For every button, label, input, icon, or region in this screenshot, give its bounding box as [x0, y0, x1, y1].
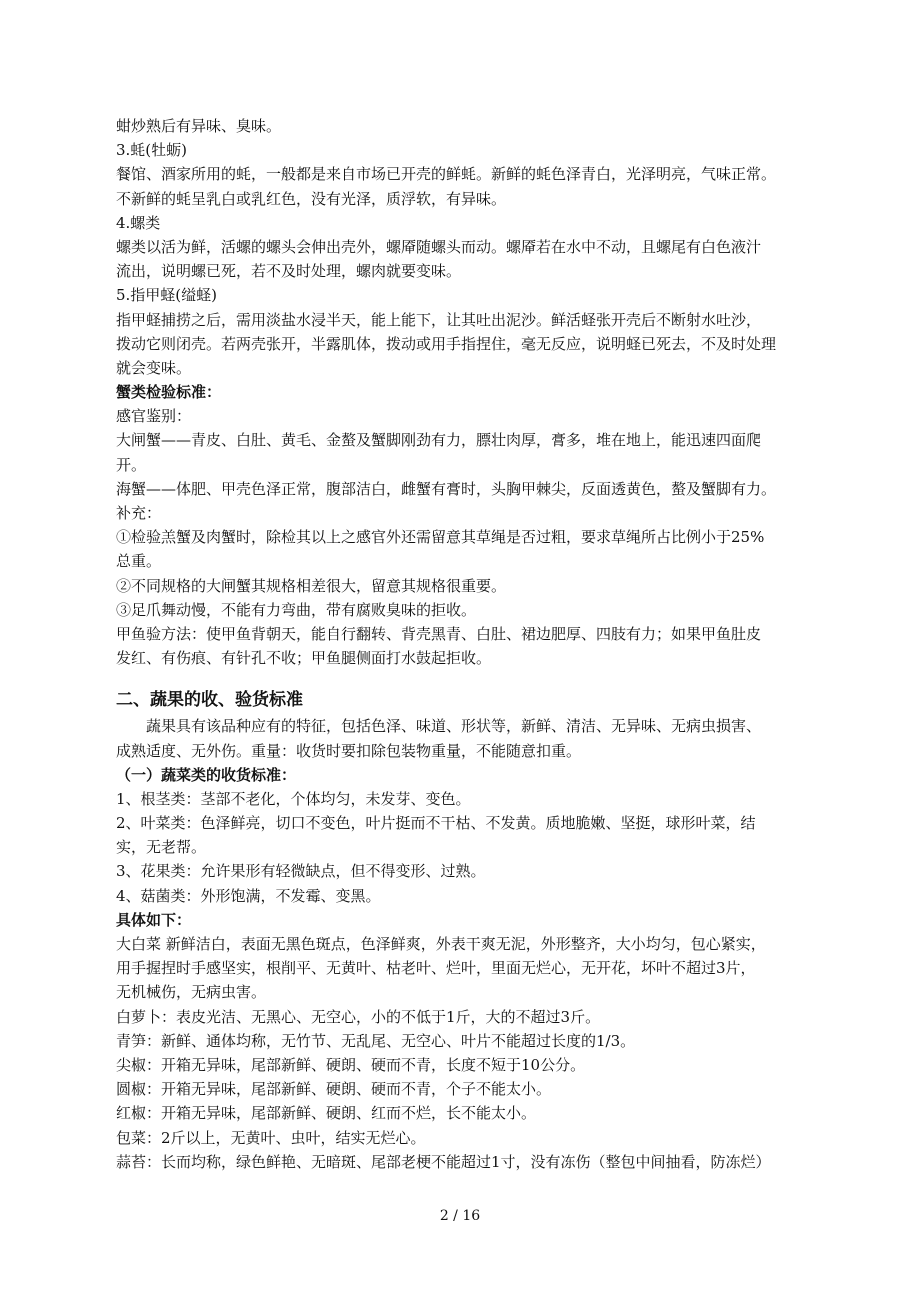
text-line: 大白菜 新鲜洁白，表面无黑色斑点，色泽鲜爽，外表干爽无泥，外形整齐，大小均匀，包心紧实，	[116, 935, 766, 953]
page-content	[116, 114, 822, 1174]
text-line: 总重。	[116, 552, 162, 571]
text-line: 不新鲜的蚝呈乳白或乳红色，没有光泽，质浮软，有异味。	[116, 189, 507, 208]
section-title: 二、蔬果的收、验货标准	[116, 690, 303, 711]
text-line: 螺类以活为鲜，活螺的螺头会伸出壳外，螺厣随螺头而动。螺厣若在水中不动，且螺尾有白色液汁	[116, 237, 762, 256]
text-line: 5.指甲蛏(缢蛏)	[116, 286, 218, 305]
text-line: 4、菇菌类：外形饱满，不发霉、变黑。	[116, 886, 381, 905]
text-line: 蚶炒熟后有异味、臭味。	[116, 117, 282, 135]
subheading: （一）蔬菜类的收货标准：	[116, 765, 297, 784]
text-line: 实，无老帮。	[116, 838, 207, 857]
text-line: 3、花果类：允许果形有轻微缺点，但不得变形、过熟。	[116, 862, 486, 881]
text-line: 指甲蛏捕捞之后，需用淡盐水浸半天，能上能下，让其吐出泥沙。鲜活蛏张开壳后不断射水吐沙，	[116, 310, 762, 329]
text-line: 餐馆、酒家所用的蚝，一般都是来自市场已开壳的鲜蚝。新鲜的蚝色泽青白，光泽明亮，气味正常。	[116, 165, 777, 184]
text-line: 就会变味。	[116, 358, 192, 377]
text-line: 补充：	[116, 504, 162, 522]
text-line: 大闸蟹——青皮、白肚、黄毛、金螯及蟹脚刚劲有力，膘壮肉厚，膏多，堆在地上，能迅速四面爬	[116, 431, 762, 450]
text-line: 感官鉴别：	[116, 407, 192, 426]
text-line: ③足爪舞动慢，不能有力弯曲，带有腐败臭味的拒收。	[116, 600, 477, 619]
produce-section	[116, 714, 822, 1174]
text-line: 红椒：开箱无异味，尾部新鲜、硬朗、红而不烂，长不能太小。	[116, 1104, 537, 1123]
text-line: 用手握捏时手感坚实，根削平、无黄叶、枯老叶、烂叶，里面无烂心，无开花，坏叶不超过3片，	[116, 959, 756, 978]
text-line: 甲鱼验方法：使甲鱼背朝天，能自行翻转、背壳黑青、白肚、裙边肥厚、四肢有力；如果甲鱼肚皮	[116, 624, 762, 643]
text-line: 青笋：新鲜、通体均称，无竹节、无乱尾、无空心、叶片不能超过长度的1/3。	[116, 1031, 636, 1050]
subheading: 具体如下：	[116, 910, 192, 929]
subheading: 蟹类检验标准：	[116, 383, 222, 402]
text-line: ②不同规格的大闸蟹其规格相差很大，留意其规格很重要。	[116, 576, 507, 595]
text-line: 4.螺类	[116, 213, 161, 232]
page-number: 2 / 16	[439, 1208, 481, 1224]
text-line: 流出，说明螺已死，若不及时处理，螺肉就要变味。	[116, 262, 462, 281]
text-line: 海蟹——体肥、甲壳色泽正常，腹部洁白，雌蟹有膏时，头胸甲棘尖，反面透黄色，螯及蟹脚有力。	[116, 479, 777, 498]
text-line: 2、叶菜类：色泽鲜亮，切口不变色，叶片挺而不干枯、不发黄。质地脆嫩、坚挺，球形叶菜，结	[116, 814, 756, 833]
seafood-section	[116, 114, 822, 670]
text-line: 包菜：2斤以上，无黄叶、虫叶，结实无烂心。	[116, 1128, 426, 1147]
text-line: 开。	[116, 455, 147, 474]
text-line: 蔬果具有该品种应有的特征，包括色泽、味道、形状等，新鲜、清洁、无异味、无病虫损害、	[146, 717, 762, 736]
text-line: 蒜苔：长而均称，绿色鲜艳、无暗斑、尾部老梗不能超过1寸，没有冻伤（整包中间抽看，防冻烂）	[116, 1152, 771, 1171]
text-line: 拨动它则闭壳。若两壳张开，半露肌体，拨动或用手指捏住，毫无反应，说明蛏已死去，不及时处理	[116, 334, 777, 353]
text-line: 圆椒：开箱无异味，尾部新鲜、硬朗、硬而不青，个子不能太小。	[116, 1080, 552, 1099]
text-line: 尖椒：开箱无异味，尾部新鲜、硬朗、硬而不青，长度不短于10公分。	[116, 1055, 586, 1074]
text-line: 成熟适度、无外伤。重量：收货时要扣除包装物重量，不能随意扣重。	[116, 741, 582, 760]
text-line: 发红、有伤痕、有针孔不收；甲鱼腿侧面打水鼓起拒收。	[116, 649, 492, 668]
text-line: 3.蚝(牡蛎)	[116, 141, 188, 160]
text-line: 无机械伤，无病虫害。	[116, 983, 267, 1002]
text-line: ①检验羔蟹及肉蟹时，除检其以上之感官外还需留意其草绳是否过粗，要求草绳所占比例小于25%	[116, 528, 765, 547]
text-line: 白萝卜：表皮光洁、无黑心、无空心，小的不低于1斤，大的不超过3斤。	[116, 1007, 601, 1026]
text-line: 1、根茎类：茎部不老化，个体均匀，未发芽、变色。	[116, 789, 471, 808]
